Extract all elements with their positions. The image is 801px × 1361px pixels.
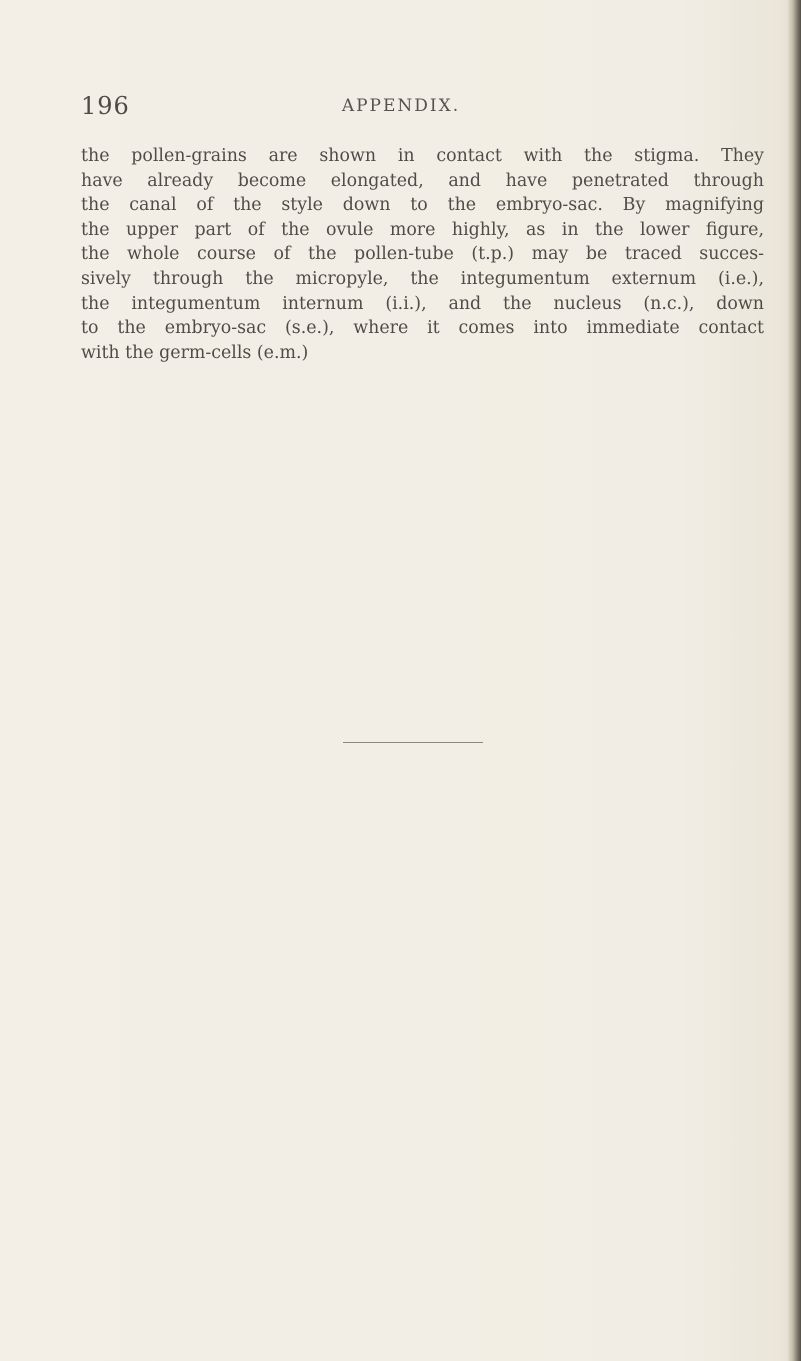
running-head [81, 92, 721, 126]
text-line: the integumentum internum (i.i.), and the nucleus (n.c.), down [81, 293, 764, 314]
text-line: have already become elongated, and have penetrated through [81, 170, 764, 191]
text-line: with the germ-cells (e.m.) [81, 342, 309, 363]
section-title: APPENDIX. [341, 96, 461, 116]
text-line: the pollen-grains are shown in contact with the stigma. They [81, 146, 764, 166]
text-line: to the embryo-sac (s.e.), where it comes into immediate contact [81, 318, 764, 339]
section-divider-rule [343, 742, 483, 743]
page-number: 196 [81, 92, 130, 120]
text-line: sively through the micropyle, the integumentum externum (i.e.), [81, 268, 764, 289]
text-line: the canal of the style down to the embryo-sac. By magnifying [81, 195, 764, 216]
text-line: the whole course of the pollen-tube (t.p.) may be traced succes- [81, 244, 764, 265]
page-edge-shadow [787, 0, 801, 1361]
text-line: the upper part of the ovule more highly, as in the lower figure, [81, 219, 764, 240]
body-paragraph [81, 144, 764, 365]
